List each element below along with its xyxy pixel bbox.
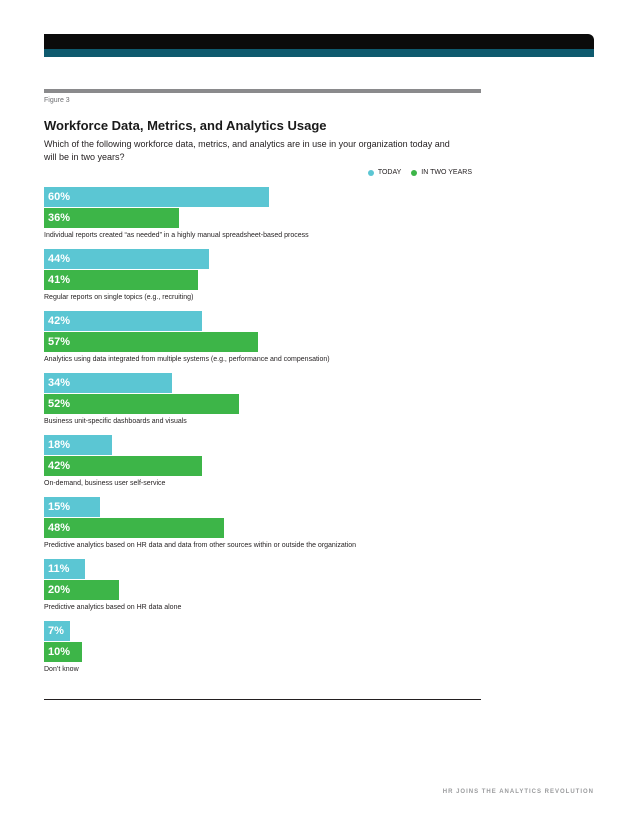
bar-today <box>44 373 172 393</box>
figure-label: Figure 3 <box>44 97 70 104</box>
category-label: Predictive analytics based on HR data alone <box>44 604 182 611</box>
bar-value-label: 44% <box>48 253 71 265</box>
bar-in-two-years <box>44 518 224 538</box>
page-footer: HR JOINS THE ANALYTICS REVOLUTION <box>442 789 594 795</box>
category-label: Don’t know <box>44 666 79 673</box>
bar-group <box>44 373 481 435</box>
bar-value-label: 18% <box>48 439 71 451</box>
bar-value-label: 36% <box>48 212 71 224</box>
bar-value-label: 52% <box>48 398 71 410</box>
bar-group <box>44 497 481 559</box>
bar-value-label: 15% <box>48 501 71 513</box>
bar-group <box>44 249 481 311</box>
bar-value-label: 60% <box>48 191 71 203</box>
chart-subtitle: Which of the following workforce data, metrics, and analytics are in use in your organization today and will be in two years? <box>44 139 450 162</box>
legend-item-today <box>368 169 401 176</box>
category-label: On-demand, business user self-service <box>44 480 166 487</box>
bar-in-two-years <box>44 332 258 352</box>
bar-group <box>44 559 481 621</box>
bar-value-label: 34% <box>48 377 71 389</box>
category-label: Regular reports on single topics (e.g., recruiting) <box>44 294 194 301</box>
header-stripe <box>44 49 594 57</box>
bar-group <box>44 435 481 497</box>
legend-swatch-today <box>368 170 374 176</box>
bar-chart <box>44 187 481 683</box>
figure-rule <box>44 89 481 93</box>
bar-today <box>44 559 85 579</box>
legend-swatch-two-years <box>411 170 417 176</box>
bar-in-two-years <box>44 394 239 414</box>
bar-group <box>44 621 481 683</box>
bar-group <box>44 187 481 249</box>
category-label: Predictive analytics based on HR data and data from other sources within or outside the organization <box>44 542 357 549</box>
bar-value-label: 10% <box>48 646 71 658</box>
bar-in-two-years <box>44 580 119 600</box>
legend-label-two-years: IN TWO YEARS <box>421 169 472 176</box>
bar-value-label: 11% <box>48 563 70 575</box>
category-label: Individual reports created “as needed” in a highly manual spreadsheet-based process <box>44 232 309 239</box>
category-label: Analytics using data integrated from multiple systems (e.g., performance and compensation) <box>44 356 330 363</box>
bar-today <box>44 621 70 641</box>
header-band <box>44 34 594 49</box>
bar-today <box>44 249 209 269</box>
category-label: Business unit-specific dashboards and visuals <box>44 418 187 425</box>
bar-value-label: 42% <box>48 315 71 327</box>
chart-legend <box>358 169 472 176</box>
bar-value-label: 42% <box>48 460 71 472</box>
bar-in-two-years <box>44 208 179 228</box>
chart-bottom-rule <box>44 699 481 700</box>
bar-value-label: 57% <box>48 336 71 348</box>
legend-item-two-years <box>411 169 472 176</box>
bar-today <box>44 497 100 517</box>
bar-value-label: 20% <box>48 584 71 596</box>
bar-value-label: 48% <box>48 522 71 534</box>
legend-label-today: TODAY <box>377 169 402 176</box>
bar-today <box>44 311 202 331</box>
bar-today <box>44 187 269 207</box>
bar-value-label: 7% <box>48 625 64 637</box>
chart-title: Workforce Data, Metrics, and Analytics Usage <box>44 118 327 133</box>
bar-in-two-years <box>44 456 202 476</box>
bar-in-two-years <box>44 270 198 290</box>
bar-group <box>44 311 481 373</box>
bar-in-two-years <box>44 642 82 662</box>
bar-value-label: 41% <box>48 274 71 286</box>
bar-today <box>44 435 112 455</box>
